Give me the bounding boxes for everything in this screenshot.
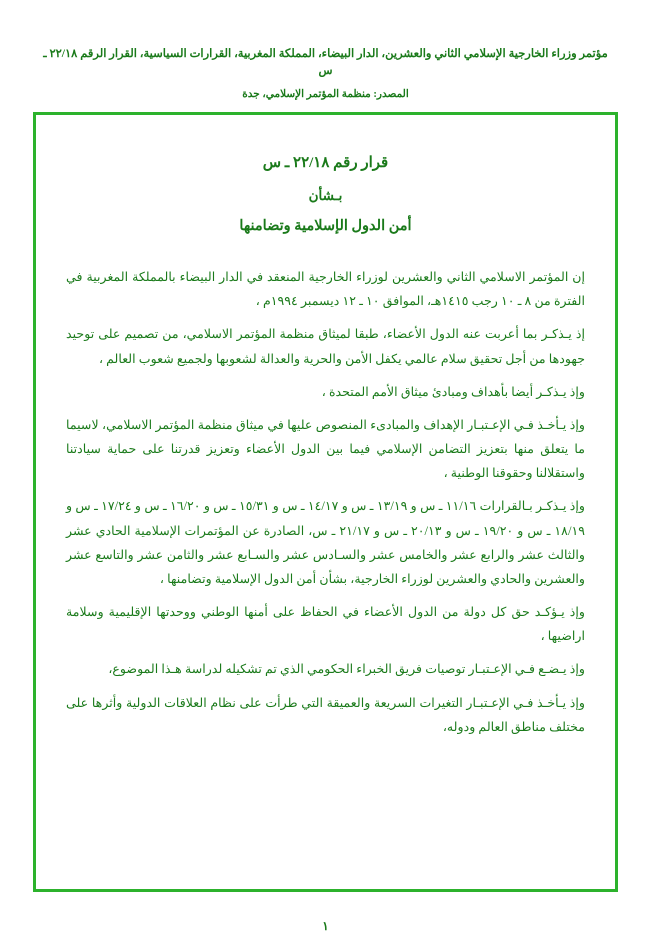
paragraph: وإذ يـأخـذ فـي الإعـتبـار التغيرات السريعة والعميقة التي طرأت على نظام العلاقات الدولية وأثرها على مختلف مناطق العالم ودوله، — [66, 695, 585, 734]
paragraph: إذ يـذكـر بما أعربت عنه الدول الأعضاء، طبقا لميثاق منظمة المؤتمر الاسلامي، من تصميم على توحيد جهودها من أجل تحقيق سلام عالمي يكفل الأمن والحرية والعدالة لشعوبها ولجميع شعوب العالم ، — [66, 327, 585, 366]
conference-reference-line: مؤتمر وزراء الخارجية الإسلامي الثاني والعشرين، الدار البيضاء، المملكة المغربية، القرارات السياسية، القرار الرقم ٢٢/١٨ ـ س — [43, 48, 608, 78]
source-line: المصدر: منظمة المؤتمر الإسلامي، جدة — [242, 88, 409, 100]
paragraph: إن المؤتمر الاسلامي الثاني والعشرين لوزراء الخارجية المنعقد في الدار البيضاء بالمملكة المغربية في الفترة من ٨ ـ ١٠ رجب ١٤١٥هـ، الموافق ١٠ ـ ١٢ ديسمبر ١٩٩٤م ، — [66, 270, 585, 309]
document-header — [0, 0, 651, 100]
paragraph: وإذ يـذكـر أيضا بأهداف ومبادئ ميثاق الأمم المتحدة ، — [321, 384, 585, 399]
resolution-subject-title: أمن الدول الإسلامية وتضامنها — [239, 218, 412, 234]
frame-inner — [36, 115, 615, 889]
resolution-body — [66, 265, 585, 739]
paragraph: وإذ يـضـع فـي الإعـتبـار توصيات فريق الخبراء الحكومي الذي تم تشكيله لدراسة هـذا الموضوع، — [108, 662, 585, 677]
bordered-content-frame — [33, 112, 618, 892]
paragraph: وإذ يـذكـر بـالقرارات ١١/١٦ ـ س و ١٣/١٩ ـ س و ١٤/١٧ ـ س و ١٥/٣١ ـ س و ١٦/٢٠ ـ س و ١٧/٢٤ ـ س و ١٨/١٩ ـ س و ١٩/٢٠ ـ س و ٢٠/١٣ ـ س و ٢١/١٧ ـ س، الصادرة عن المؤتمرات الإسلامية الحادي عشر والثالث عشر والرابع عشر والخامس عشر والسـادس عشر والسـابع عشر والثامن عشر والتاسع عشر والعشرين والحادي والعشرين لوزراء الخارجية، بشأن أمن الدول الإسلامية وتضامنها ، — [66, 499, 585, 586]
page-number: ١ — [322, 919, 329, 933]
resolution-about-label: بـشأن — [308, 188, 343, 203]
paragraph: وإذ يـأخـذ فـي الإعـتبـار الإهداف والمبادىء المنصوص عليها في ميثاق منظمة المؤتمر الاسلامي، لاسيما ما يتعلق منها بتعزيز التضامن الإسلامي فيما بين الدول الأعضاء وتعزيز قدرتنا على حماية سيادتنا واستقلالنا وحقوقنا الوطنية ، — [66, 417, 585, 481]
paragraph: وإذ يـؤكـد حق كل دولة من الدول الأعضاء في الحفاظ على أمنها الوطني ووحدتها الإقليمية وسلامة اراضيها ، — [66, 605, 585, 644]
resolution-number-title: قرار رقم ٢٢/١٨ ـ س — [262, 155, 389, 171]
